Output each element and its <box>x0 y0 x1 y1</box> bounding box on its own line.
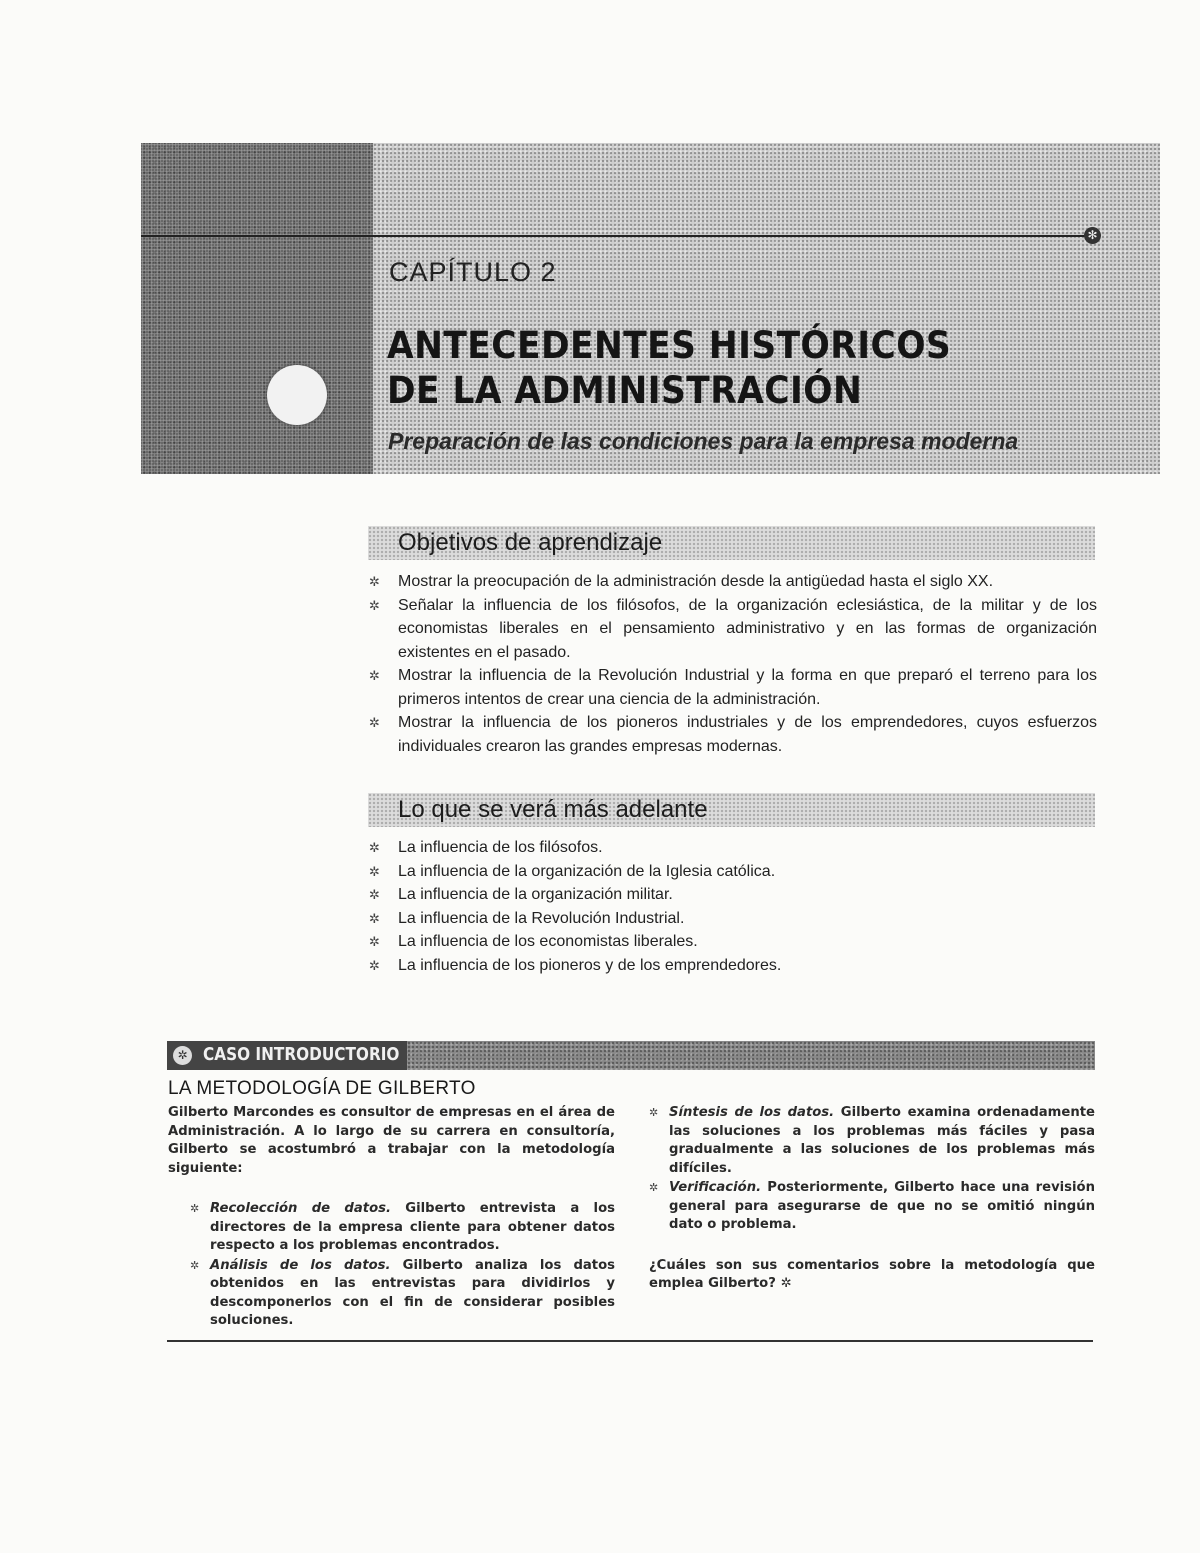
gear-bullet-icon: ✲ <box>190 1258 200 1272</box>
case-step: ✲ Recolección de datos. Gilberto entrevista a los directores de la empresa cliente para obtener datos respecto a los problemas encontrados. <box>190 1201 615 1253</box>
case-step: ✲ Análisis de los datos. Gilberto analiza los datos obtenidos en las entrevistas para dividirlos y descomponerlos con el fin de considerar posibles soluciones. <box>190 1257 615 1328</box>
ahead-item: ✲ La influencia de la Revolución Industrial. <box>369 907 1097 931</box>
objective-item: ✲ Mostrar la influencia de los pioneros industriales y de los emprendedores, cuyos esfuerzos individuales crearon las grandes empresas modernas. <box>369 711 1097 758</box>
case-question: ¿Cuáles son sus comentarios sobre la metodología que emplea Gilberto? ✲ <box>649 1257 1095 1291</box>
gear-bullet-icon: ✲ <box>369 934 380 949</box>
ahead-item: ✲ La influencia de los economistas liberales. <box>369 930 1097 954</box>
case-right-column <box>649 1104 1095 1294</box>
objectives-heading-bar <box>368 526 1095 560</box>
bottom-rule <box>167 1340 1093 1342</box>
case-steps-list-b <box>649 1104 1095 1235</box>
objective-item: ✲ Mostrar la influencia de la Revolución Industrial y la forma en que preparó el terreno para los primeros intentos de crear una ciencia de la administración. <box>369 664 1097 711</box>
chapter-title <box>387 323 951 413</box>
gear-bullet-icon: ✲ <box>369 574 380 589</box>
chapter-title-line2: DE LA ADMINISTRACIÓN <box>387 369 863 412</box>
gear-bullet-icon: ✲ <box>369 887 380 902</box>
case-title: LA METODOLOGÍA DE GILBERTO <box>168 1078 476 1099</box>
ahead-item: ✲ La influencia de los filósofos. <box>369 836 1097 860</box>
gear-bullet-icon: ✲ <box>369 863 380 879</box>
chapter-label: CAPÍTULO 2 <box>389 257 557 287</box>
ahead-heading: Lo que se verá más adelante <box>398 796 708 823</box>
case-step: ✲ Verificación. Posteriormente, Gilberto hace una revisión general para asegurarse de que no se omitió ningún dato o problema. <box>649 1180 1095 1232</box>
case-left-column <box>168 1104 615 1332</box>
gear-bullet-icon: ✲ <box>369 840 380 855</box>
case-icon: ✲ <box>173 1046 192 1065</box>
case-intro: Gilberto Marcondes es consultor de empresas en el área de Administración. A lo largo de su carrera en consultoría, Gilberto se acostumbró a trabajar con la metodología siguiente: <box>168 1105 615 1176</box>
end-mark-icon: ✲ <box>780 1276 792 1291</box>
case-steps-list-a <box>190 1200 615 1331</box>
gear-bullet-icon: ✲ <box>369 668 380 683</box>
gear-bullet-icon: ✲ <box>369 910 380 926</box>
gear-bullet-icon: ✲ <box>649 1106 659 1119</box>
gear-bullet-icon: ✲ <box>369 597 380 613</box>
chapter-title-line1: ANTECEDENTES HISTÓRICOS <box>387 324 952 367</box>
objective-item: ✲ Señalar la influencia de los filósofos, de la organización eclesiástica, de la militar y de los economistas liberales en el pensamiento administrativo y en las formas de organización existentes en el pasado. <box>369 594 1097 665</box>
case-label-box <box>167 1041 407 1070</box>
objectives-heading: Objetivos de aprendizaje <box>398 529 663 556</box>
gear-bullet-icon: ✲ <box>190 1202 200 1215</box>
banner-dot-icon: ✻ <box>1084 227 1101 244</box>
objective-item: ✲ Mostrar la preocupación de la administración desde la antigüedad hasta el siglo XX. <box>369 570 1097 594</box>
ahead-item: ✲ La influencia de los pioneros y de los emprendedores. <box>369 954 1097 978</box>
chapter-subtitle: Preparación de las condiciones para la empresa moderna <box>388 428 1019 454</box>
ahead-item: ✲ La influencia de la organización de la Iglesia católica. <box>369 860 1097 884</box>
ahead-item: ✲ La influencia de la organización militar. <box>369 883 1097 907</box>
case-label: CASO INTRODUCTORIO <box>203 1044 400 1065</box>
banner-circle-decoration <box>267 365 327 425</box>
chapter-banner <box>141 143 1160 474</box>
gear-bullet-icon: ✲ <box>649 1181 659 1194</box>
gear-bullet-icon: ✲ <box>369 715 380 730</box>
case-bar <box>167 1041 1095 1070</box>
banner-rule <box>141 235 1091 237</box>
banner-dark-panel <box>141 143 373 474</box>
ahead-list <box>369 836 1097 977</box>
objectives-list <box>369 570 1097 758</box>
case-step: ✲ Síntesis de los datos. Gilberto examina ordenadamente las soluciones a los problemas más fáciles y pasa gradualmente a las soluciones de los problemas más difíciles. <box>649 1105 1095 1176</box>
ahead-heading-bar <box>368 793 1095 827</box>
gear-bullet-icon: ✲ <box>369 957 380 973</box>
